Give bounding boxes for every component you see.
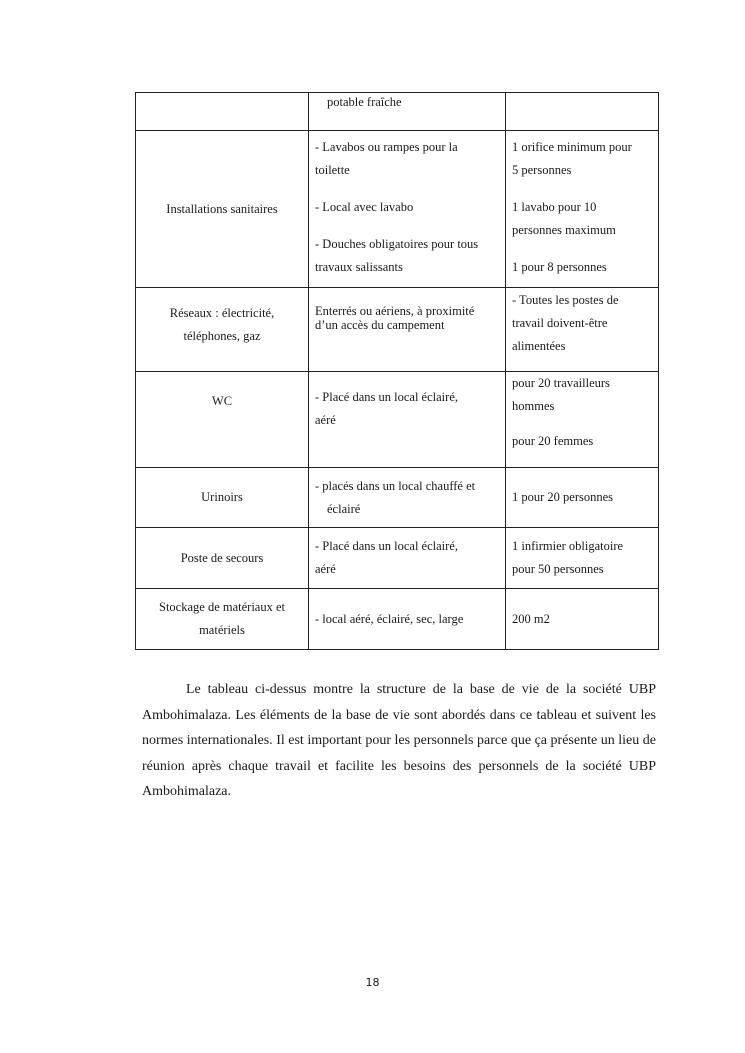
body-paragraph: [142, 677, 656, 805]
cell-line: Réseaux : électricité,: [169, 306, 275, 320]
table-cell: [309, 528, 506, 589]
table-row: [136, 93, 659, 131]
table-row: [136, 372, 659, 468]
cell-line: toilette: [315, 163, 350, 177]
cell-line: Poste de secours: [180, 550, 264, 565]
table-cell: [506, 131, 659, 288]
cell-line: alimentées: [512, 339, 566, 353]
table-cell: [309, 589, 506, 650]
table-cell: [136, 528, 309, 589]
table-cell: [136, 131, 309, 288]
page-number: 18: [365, 976, 380, 989]
table-cell: [136, 468, 309, 528]
table-cell: [506, 288, 659, 372]
table-row: [136, 288, 659, 372]
cell-line: aéré: [315, 413, 336, 427]
cell-line: 1 pour 8 personnes: [512, 260, 607, 274]
facilities-table: [135, 92, 659, 650]
paragraph-text: Le tableau ci-dessus montre la structure de la base de vie de la société UBP Ambohimalaza. Les éléments de la base de vie sont abordés dans ce tableau et suivent les normes internationales. Il est important pour les personnels parce que ça présente un lieu de réunion après chaque travail et facilite les besoins des personnels de la société UBP Ambohimalaza.: [142, 682, 656, 799]
table-cell: [506, 528, 659, 589]
cell-line: Enterrés ou aériens, à proximité: [315, 304, 475, 318]
cell-line: 5 personnes: [512, 163, 572, 177]
table-row: [136, 468, 659, 528]
cell-line: - Placé dans un local éclairé,: [315, 539, 458, 553]
cell-line: Installations sanitaires: [166, 201, 278, 216]
cell-line: personnes maximum: [512, 223, 616, 237]
cell-line: hommes: [512, 399, 555, 413]
cell-line: 1 pour 20 personnes: [512, 490, 614, 505]
table-cell: [506, 589, 659, 650]
cell-line: travail doivent-être: [512, 316, 608, 330]
cell-line: travaux salissants: [315, 260, 403, 274]
table-cell: [309, 288, 506, 372]
cell-line: - Placé dans un local éclairé,: [315, 390, 458, 404]
table-cell: [309, 93, 506, 131]
cell-line: 1 orifice minimum pour: [512, 140, 632, 154]
cell-line: Stockage de matériaux et: [159, 600, 285, 614]
cell-line: pour 20 travailleurs: [512, 376, 610, 390]
cell-line: - Toutes les postes de: [512, 293, 619, 307]
table-cell: [136, 288, 309, 372]
table-cell: [309, 468, 506, 528]
table-cell: [136, 372, 309, 468]
table-row: [136, 589, 659, 650]
table-cell: [136, 93, 309, 131]
table-cell: [309, 131, 506, 288]
table-row: [136, 131, 659, 288]
cell-line: d’un accès du campement: [315, 318, 445, 333]
cell-line: Urinoirs: [201, 490, 243, 505]
table-cell: [136, 589, 309, 650]
table-cell: [506, 93, 659, 131]
cell-line: pour 50 personnes: [512, 562, 604, 576]
cell-line: - Douches obligatoires pour tous: [315, 237, 479, 251]
table-cell: [506, 372, 659, 468]
table-cell: [309, 372, 506, 468]
cell-line: éclairé: [327, 501, 361, 516]
cell-line: - placés dans un local chauffé et: [315, 478, 476, 493]
cell-line: téléphones, gaz: [183, 329, 261, 343]
cell-line: - local aéré, éclairé, sec, large: [315, 611, 464, 626]
cell-line: 200 m2: [512, 611, 550, 626]
cell-line: matériels: [199, 623, 245, 637]
cell-line: - Lavabos ou rampes pour la: [315, 140, 458, 154]
cell-line: aéré: [315, 562, 336, 576]
cell-line: 1 lavabo pour 10: [512, 200, 597, 214]
table-row: [136, 528, 659, 589]
cell-line: potable fraîche: [327, 95, 402, 109]
cell-line: pour 20 femmes: [512, 434, 594, 448]
table-cell: [506, 468, 659, 528]
cell-line: WC: [211, 394, 233, 408]
cell-line: 1 infirmier obligatoire: [512, 539, 624, 553]
cell-line: - Local avec lavabo: [315, 200, 414, 214]
